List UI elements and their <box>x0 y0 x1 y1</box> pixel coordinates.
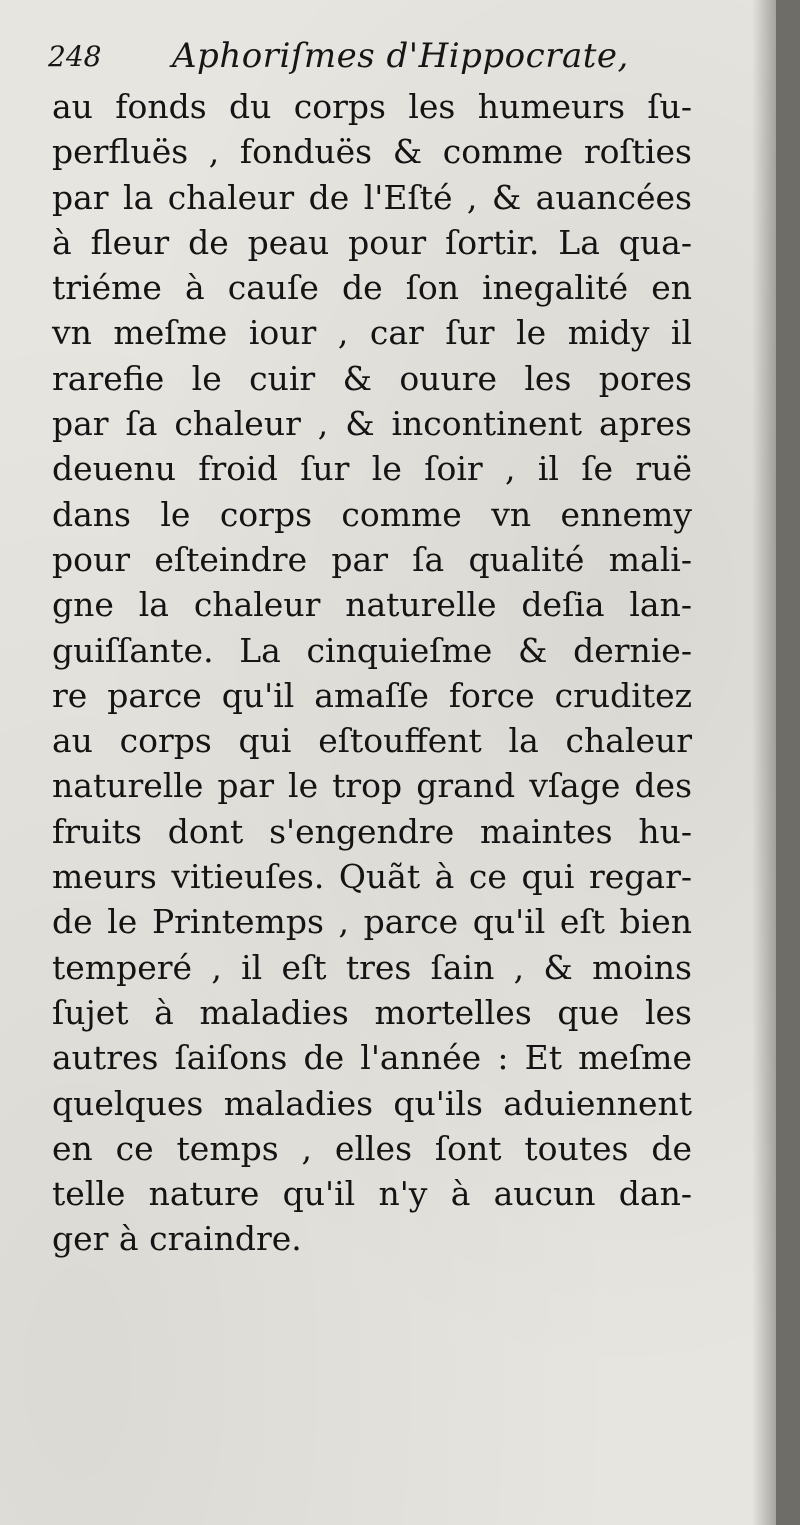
text-line: ger à craindre. <box>52 1219 302 1259</box>
text-line: rarefie le cuir & ouure les pores <box>52 358 692 398</box>
page-header <box>48 36 688 86</box>
text-line: triéme à cauſe de ſon inegalité en <box>52 268 692 308</box>
text-line: pour eſteindre par ſa qualité mali- <box>52 539 692 579</box>
text-line: deuenu froid ſur le ſoir , il ſe ruë <box>52 449 692 489</box>
text-line: re parce qu'il amaſſe force cruditez <box>52 675 692 715</box>
text-line: temperé , il eſt tres ſain , & moins <box>52 947 692 987</box>
text-line: de le Printemps , parce qu'il eſt bien <box>52 902 692 942</box>
page-edge-shadow <box>752 0 776 1525</box>
text-line: vn meſme iour , car ſur le midy il <box>52 313 692 353</box>
text-line: en ce temps , elles ſont toutes de <box>52 1128 692 1168</box>
body-text <box>52 84 692 1262</box>
text-line: au corps qui eſtouffent la chaleur <box>52 721 692 761</box>
text-line: par la chaleur de l'Eſté , & auancées <box>52 177 692 217</box>
text-line: quelques maladies qu'ils aduiennent <box>52 1083 692 1123</box>
page-number: 248 <box>48 40 102 73</box>
text-line: gne la chaleur naturelle deſia lan- <box>52 585 692 625</box>
text-line: meurs vitieuſes. Quãt à ce qui regar- <box>52 857 692 897</box>
text-line: telle nature qu'il n'y à aucun dan- <box>52 1174 692 1214</box>
text-line: guiſſante. La cinquieſme & dernie- <box>52 630 692 670</box>
text-line: à fleur de peau pour ſortir. La qua- <box>52 222 692 262</box>
running-title: Aphoriſmes d'Hippocrate, <box>172 36 629 76</box>
text-line: ſujet à maladies mortelles que les <box>52 992 692 1032</box>
text-line: fruits dont s'engendre maintes hu- <box>52 811 692 851</box>
text-line: dans le corps comme vn ennemy <box>52 494 692 534</box>
text-line: au fonds du corps les humeurs ſu- <box>52 87 692 126</box>
text-line: perfluës , fonduës & comme roſties <box>52 132 692 172</box>
text-line: autres ſaiſons de l'année : Et meſme <box>52 1038 692 1078</box>
text-line: par ſa chaleur , & incontinent apres <box>52 404 692 444</box>
text-line: naturelle par le trop grand vſage des <box>52 766 692 806</box>
